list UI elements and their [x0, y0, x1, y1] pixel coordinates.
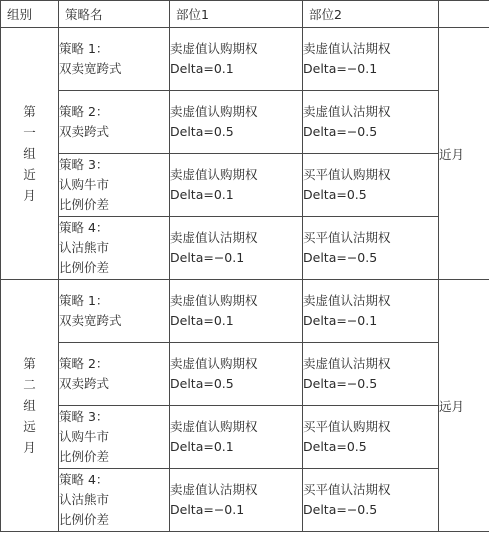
strategy-line: 双卖宽跨式 [59, 313, 122, 328]
leg2-line: 卖虚值认沽期权 [303, 356, 391, 371]
group-label-cell [1, 28, 59, 280]
leg1-cell [170, 217, 303, 280]
strategy-cell [59, 91, 170, 154]
leg1-line: Delta=−0.1 [170, 502, 245, 517]
strategy-line: 认购牛市 [59, 429, 110, 444]
leg1-line: 卖虚值认购期权 [170, 293, 258, 308]
strategy-line: 比例价差 [59, 449, 110, 464]
group-label-char: 近 [23, 167, 36, 182]
group-label-char: 第 [23, 356, 36, 371]
leg1-cell [170, 406, 303, 469]
strategy-line: 双卖宽跨式 [59, 61, 122, 76]
leg2-cell [303, 154, 439, 217]
strategy-cell [59, 343, 170, 406]
leg2-line: Delta=0.5 [303, 187, 367, 202]
group-label-cell [1, 280, 59, 532]
leg1-line: 卖虚值认购期权 [170, 41, 258, 56]
leg2-cell [303, 280, 439, 343]
leg2-line: 卖虚值认沽期权 [303, 41, 391, 56]
leg2-line: 买平值认沽期权 [303, 230, 391, 245]
leg1-line: 卖虚值认购期权 [170, 356, 258, 371]
leg1-line: 卖虚值认沽期权 [170, 230, 258, 245]
strategy-line: 比例价差 [59, 512, 110, 527]
strategy-line: 双卖跨式 [59, 376, 110, 391]
leg2-line: Delta=−0.1 [303, 61, 378, 76]
leg1-line: Delta=0.1 [170, 61, 234, 76]
group-label-char: 二 [23, 377, 36, 392]
leg1-line: 卖虚值认购期权 [170, 167, 258, 182]
leg1-line: Delta=0.5 [170, 124, 234, 139]
leg2-cell [303, 406, 439, 469]
strategy-line: 认沽熊市 [59, 240, 110, 255]
leg2-cell [303, 28, 439, 91]
leg1-line: Delta=0.1 [170, 187, 234, 202]
strategy-line: 比例价差 [59, 260, 110, 275]
table-row [1, 91, 489, 154]
leg1-cell [170, 280, 303, 343]
header-group: 组别 [1, 1, 59, 28]
strategy-line: 策略 4： [59, 220, 109, 235]
leg1-cell [170, 469, 303, 532]
group-label-char: 月 [23, 188, 36, 203]
leg2-line: 买平值认沽期权 [303, 482, 391, 497]
group-label-char: 远 [23, 419, 36, 434]
strategy-line: 策略 4： [59, 472, 109, 487]
group-label-char: 第 [23, 104, 36, 119]
leg2-line: Delta=−0.5 [303, 502, 378, 517]
leg2-line: Delta=−0.5 [303, 250, 378, 265]
leg2-line: 买平值认购期权 [303, 419, 391, 434]
month-cell: 远月 [439, 280, 489, 532]
table-row [1, 469, 489, 532]
leg1-line: Delta=−0.1 [170, 250, 245, 265]
leg2-cell [303, 469, 439, 532]
strategy-cell [59, 406, 170, 469]
leg2-line: 买平值认购期权 [303, 167, 391, 182]
leg2-line: 卖虚值认沽期权 [303, 293, 391, 308]
header-strategy: 策略名 [59, 1, 170, 28]
strategy-line: 比例价差 [59, 197, 110, 212]
leg2-cell [303, 91, 439, 154]
strategy-cell [59, 28, 170, 91]
table-row [1, 154, 489, 217]
group-label-char: 月 [23, 440, 36, 455]
leg1-line: 卖虚值认购期权 [170, 104, 258, 119]
strategy-line: 策略 2： [59, 104, 109, 119]
strategy-line: 策略 1： [59, 41, 109, 56]
strategy-line: 双卖跨式 [59, 124, 110, 139]
leg2-line: 卖虚值认沽期权 [303, 104, 391, 119]
header-leg2: 部位2 [303, 1, 439, 28]
leg2-line: Delta=−0.5 [303, 124, 378, 139]
leg1-line: Delta=0.5 [170, 376, 234, 391]
table-row [1, 217, 489, 280]
month-cell: 近月 [439, 28, 489, 280]
header-leg1: 部位1 [170, 1, 303, 28]
leg1-line: 卖虚值认购期权 [170, 419, 258, 434]
leg1-line: Delta=0.1 [170, 439, 234, 454]
leg1-cell [170, 154, 303, 217]
strategy-line: 策略 3： [59, 157, 109, 172]
table-row [1, 406, 489, 469]
header-empty [439, 1, 489, 28]
strategy-cell [59, 217, 170, 280]
leg2-line: Delta=−0.5 [303, 376, 378, 391]
table-row [1, 343, 489, 406]
strategy-cell [59, 280, 170, 343]
leg1-line: Delta=0.1 [170, 313, 234, 328]
strategy-line: 策略 3： [59, 409, 109, 424]
strategy-cell [59, 469, 170, 532]
leg2-line: Delta=−0.1 [303, 313, 378, 328]
group-label-char: 组 [23, 398, 36, 413]
leg2-line: Delta=0.5 [303, 439, 367, 454]
leg1-line: 卖虚值认沽期权 [170, 482, 258, 497]
leg1-cell [170, 28, 303, 91]
leg1-cell [170, 343, 303, 406]
strategy-cell [59, 154, 170, 217]
strategy-line: 策略 1： [59, 293, 109, 308]
strategy-line: 策略 2： [59, 356, 109, 371]
strategy-line: 认沽熊市 [59, 492, 110, 507]
group-label-char: 组 [23, 146, 36, 161]
leg2-cell [303, 217, 439, 280]
table-row [1, 28, 489, 91]
table-row [1, 280, 489, 343]
leg2-cell [303, 343, 439, 406]
strategy-line: 认购牛市 [59, 177, 110, 192]
header-row [1, 1, 489, 28]
group-label-char: 一 [23, 125, 36, 140]
leg1-cell [170, 91, 303, 154]
